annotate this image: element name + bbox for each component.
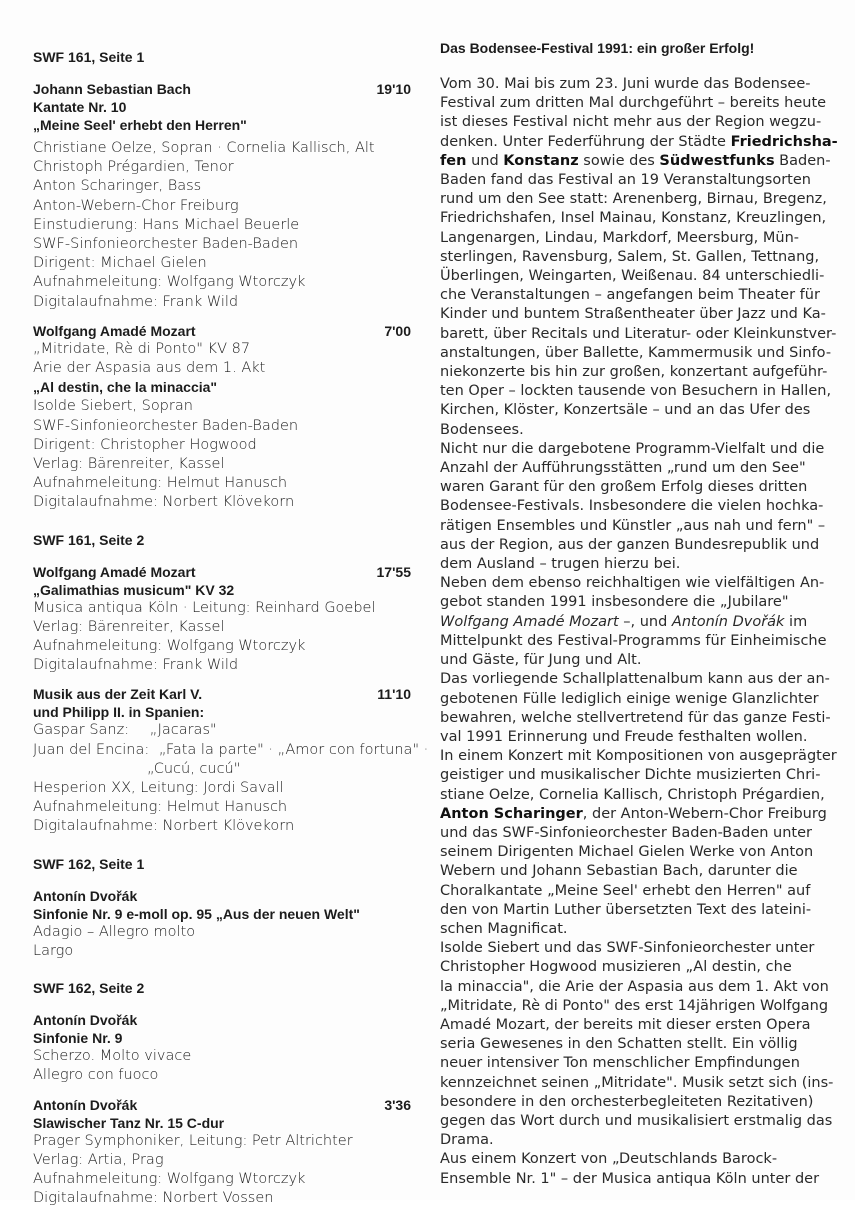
text-run: In einem Konzert mit Kompositionen von ausgeprägter: [440, 748, 837, 765]
article-line: [440, 1112, 840, 1131]
track-dvorak-dance: [33, 1096, 411, 1209]
piece-title: „Fata la parte" · „Amor con fortuna" ·: [158, 741, 429, 758]
text-run: val 1991 Erinnerung und Freude festhalten wollen.: [440, 728, 808, 745]
text-run: , der Anton-Webern-Chor Freiburg: [582, 805, 827, 822]
article-line: [440, 690, 840, 709]
credit-line: Digitalaufnahme: Frank Wild: [33, 293, 239, 310]
article-line: [440, 805, 840, 824]
article-line: [440, 1016, 840, 1035]
article-line: [440, 401, 840, 420]
article-paragraph: [440, 939, 840, 1150]
text-run: Bodensees.: [440, 421, 524, 438]
article-paragraph: [440, 440, 840, 574]
text-run: Bodensee-Festivals. Insbesondere die vielen hochka-: [440, 498, 824, 515]
article-line: [440, 862, 840, 881]
article-line: [440, 997, 840, 1016]
article-line: [440, 593, 840, 612]
credit-line: Aufnahmeleitung: Helmut Hanusch: [33, 799, 288, 816]
work-subtitle: und Philipp II. in Spanien:: [33, 704, 205, 721]
work-title: Sinfonie Nr. 9: [33, 1030, 123, 1047]
text-run: Ensemble Nr. 1" – der Musica antiqua Köln unter der: [440, 1170, 820, 1187]
article-line: [440, 901, 840, 920]
duration: 3'36: [384, 1096, 411, 1113]
composer: Antonín Dvořák: [33, 1096, 138, 1113]
article-line: [440, 478, 840, 497]
text-run: „Mitridate, Rè di Ponto" des erst 14jährigen Wolfgang: [440, 997, 829, 1014]
text-run: –, und: [618, 613, 672, 630]
emphasis-italic: Wolfgang Amadé Mozart: [440, 613, 619, 630]
article-line: [440, 1170, 840, 1189]
credit-lines: [33, 139, 411, 312]
composer: Antonín Dvořák: [33, 1012, 138, 1029]
credit-line: Anton-Webern-Chor Freiburg: [33, 197, 239, 214]
track-dvorak-symphony-1: [33, 887, 411, 961]
credit-line: Dirigent: Michael Gielen: [33, 255, 207, 272]
duration: 7'00: [384, 322, 411, 339]
article-paragraph: [440, 670, 840, 747]
article-line: [440, 344, 840, 363]
text-run: barett, über Recitals und Literatur- oder Kleinkunstver-: [440, 325, 837, 342]
text-run: Mittelpunkt des Festival-Programms für Einheimische: [440, 632, 827, 649]
credit-line: Verlag: Bärenreiter, Kassel: [33, 618, 225, 635]
festival-article: [440, 39, 840, 1189]
article-paragraph: [440, 75, 840, 440]
piece-title: „Cucú, cucú": [147, 760, 241, 777]
article-paragraph: [440, 1150, 840, 1188]
article-line: [440, 843, 840, 862]
work-title: „Galimathias musicum" KV 32: [33, 581, 235, 598]
text-run: rätigen Ensembles und Künstler „aus nah und fern" –: [440, 517, 826, 534]
article-line: [440, 229, 840, 248]
text-run: seinem Dirigenten Michael Gielen Werke von Anton: [440, 844, 814, 861]
movement: Adagio – Allegro molto: [33, 923, 196, 940]
text-run: und das SWF-Sinfonieorchester Baden-Baden unter: [440, 824, 812, 841]
article-line: [440, 766, 840, 785]
text-run: neuer intensiver Ton menschlicher Empfindungen: [440, 1055, 800, 1072]
credit-line: Digitalaufnahme: Norbert Klövekorn: [33, 818, 295, 835]
duration: 19'10: [376, 81, 411, 97]
text-run: Webern und Johann Sebastian Bach, darunter die: [440, 863, 798, 880]
work-title: Musik aus der Zeit Karl V.: [33, 686, 203, 703]
article-line: [440, 939, 840, 958]
work-title: „Mitridate, Rè di Ponto" KV 87: [33, 340, 251, 357]
track-header: [33, 1096, 411, 1114]
text-run: gebot standen 1991 insbesondere die „Jubilare": [440, 594, 789, 611]
article-line: [440, 459, 840, 478]
credit-line: Aufnahmeleitung: Wolfgang Wtorczyk: [33, 274, 306, 291]
text-run: Das vorliegende Schallplattenalbum kann aus der an-: [440, 671, 830, 688]
article-line: [440, 536, 840, 555]
composer: Wolfgang Amadé Mozart: [33, 563, 196, 580]
article-line: [440, 363, 840, 382]
article-line: [440, 747, 840, 766]
credit-line: SWF-Sinfonieorchester Baden-Baden: [33, 417, 299, 434]
credit-line: Verlag: Artia, Prag: [33, 1151, 164, 1168]
text-run: Anzahl der Aufführungsstätten „rund um den See": [440, 460, 806, 477]
work-detail: Arie der Aspasia aus dem 1. Akt: [33, 360, 266, 377]
composer: Antonín Dvořák: [33, 887, 138, 904]
text-run: che Veranstaltungen – angefangen beim Theater für: [440, 287, 820, 304]
article-line: [440, 958, 840, 977]
emphasis-bold: Südwestfunks: [659, 152, 775, 169]
article-line: [440, 325, 840, 344]
article-line: [440, 613, 840, 632]
work-title: Kantate Nr. 10: [33, 99, 127, 115]
track-mozart-galimathias: [33, 563, 411, 676]
article-line: [440, 94, 840, 113]
text-run: Drama.: [440, 1132, 494, 1149]
article-line: [440, 1054, 840, 1073]
piece-composer: Juan del Encina:: [33, 741, 150, 758]
article-line: [440, 920, 840, 939]
text-run: Baden-: [774, 152, 831, 169]
text-run: ten Oper – lockten tausende von Besuchern in Hallen,: [440, 383, 832, 400]
article-line: [440, 209, 840, 228]
emphasis-bold: Konstanz: [503, 152, 579, 169]
text-run: Vom 30. Mai bis zum 23. Juni wurde das Bodensee-: [440, 76, 811, 92]
text-run: rund um den See statt: Arenenberg, Birnau, Bregenz,: [440, 191, 827, 208]
credit-line: Anton Scharinger, Bass: [33, 178, 202, 195]
text-run: aus der Region, aus der ganzen Bundesrepublik und: [440, 536, 820, 553]
piece-line: [33, 721, 411, 740]
article-line: [440, 651, 840, 670]
text-run: Amadé Mozart, der bereits mit dieser ersten Opera: [440, 1016, 811, 1033]
movement: Allegro con fuoco: [33, 1067, 159, 1084]
track-header: [33, 563, 411, 581]
track-listing: [33, 48, 429, 1218]
movement: Largo: [33, 942, 74, 959]
work-title: Slawischer Tanz Nr. 15 C-dur: [33, 1114, 225, 1131]
article-title: Das Bodensee-Festival 1991: ein großer Erfolg!: [440, 40, 755, 56]
article-paragraph: [440, 574, 840, 670]
article-line: [440, 286, 840, 305]
text-run: seria Gewesenes in den Schatten stellt. Ein völlig: [440, 1036, 798, 1053]
text-run: kennzeichnet seinen „Mitridate". Musik setzt sich (ins-: [440, 1074, 834, 1091]
article-line: [440, 517, 840, 536]
credit-line: Aufnahmeleitung: Wolfgang Wtorczyk: [33, 638, 306, 655]
credit-line: Christiane Oelze, Sopran · Cornelia Kallisch, Alt: [33, 140, 375, 156]
side-heading: SWF 162, Seite 2: [33, 980, 145, 997]
work-title: Sinfonie Nr. 9 e-moll op. 95 „Aus der neuen Welt": [33, 905, 360, 922]
track-header: [33, 80, 411, 98]
credit-line: Prager Symphoniker, Leitung: Petr Altrichter: [33, 1132, 353, 1149]
article-line: [440, 267, 840, 286]
credit-line: Isolde Siebert, Sopran: [33, 398, 193, 415]
text-run: Aus einem Konzert von „Deutschlands Barock-: [440, 1151, 778, 1168]
article-line: [440, 305, 840, 324]
text-run: denken. Unter Federführung der Städte: [440, 133, 731, 150]
article-line: [440, 670, 840, 689]
article-line: [440, 440, 840, 459]
credit-line: Dirigent: Christopher Hogwood: [33, 436, 257, 453]
text-run: Festival zum dritten Mal durchgeführt – bereits heute: [440, 95, 827, 112]
text-run: niekonzerte bis hin zur großen, konzertant aufgeführ-: [440, 364, 828, 381]
emphasis-italic: Antonín Dvořák: [671, 613, 785, 630]
credit-line: Aufnahmeleitung: Helmut Hanusch: [33, 475, 288, 492]
text-run: Isolde Siebert und das SWF-Sinfonieorchester unter: [440, 940, 815, 957]
credit-line: Aufnahmeleitung: Wolfgang Wtorczyk: [33, 1170, 306, 1187]
credit-line: Digitalaufnahme: Frank Wild: [33, 657, 239, 674]
credit-line: Digitalaufnahme: Norbert Klövekorn: [33, 494, 295, 511]
side-heading: SWF 161, Seite 1: [33, 49, 145, 65]
article-line: [440, 1074, 840, 1093]
text-run: Baden fand das Festival an 19 Veranstaltungsorten: [440, 172, 811, 189]
article-line: [440, 1035, 840, 1054]
text-run: Langenargen, Lindau, Markdorf, Meersburg, Mün-: [440, 229, 800, 246]
text-run: Kinder und buntem Straßentheater über Jazz und Ka-: [440, 306, 826, 323]
credit-line: Einstudierung: Hans Michael Beuerle: [33, 216, 300, 233]
text-run: gegen das Wort durch und musikalisiert erstmalig das: [440, 1112, 833, 1129]
article-line: [440, 555, 840, 574]
emphasis-bold: Friedrichsha-: [730, 133, 838, 150]
article-line: [440, 632, 840, 651]
text-run: ist dieses Festival nicht mehr aus der Region wegzu-: [440, 114, 822, 131]
composer: Wolfgang Amadé Mozart: [33, 322, 196, 339]
article-line: [440, 786, 840, 805]
text-run: schen Magnificat.: [440, 920, 568, 937]
track-bach: [33, 80, 411, 312]
article-line: [440, 133, 840, 152]
article-line: [440, 728, 840, 747]
article-line: [440, 382, 840, 401]
article-line: [440, 1093, 840, 1112]
text-run: geistiger und musikalischer Dichte musizierten Chri-: [440, 767, 821, 784]
piece-composer: Gaspar Sanz:: [33, 722, 130, 739]
article-line: [440, 574, 840, 593]
composer: Johann Sebastian Bach: [33, 81, 191, 97]
credit-line: Digitalaufnahme: Norbert Vossen: [33, 1190, 274, 1207]
article-line: [440, 497, 840, 516]
text-run: sterlingen, Ravensburg, Salem, St. Gallen, Tettnang,: [440, 248, 820, 265]
article-line: [440, 1150, 840, 1169]
track-dvorak-symphony-2: [33, 1011, 411, 1085]
credit-line: SWF-Sinfonieorchester Baden-Baden: [33, 236, 299, 253]
text-run: anstaltungen, über Ballette, Kammermusik und Sinfo-: [440, 344, 832, 361]
text-run: und Gäste, für Jung und Alt.: [440, 652, 642, 669]
article-line: [440, 882, 840, 901]
text-run: bewahren, welche stellvertretend für das ganze Festi-: [440, 709, 831, 726]
text-run: Neben dem ebenso reichhaltigen wie vielfältigen An-: [440, 575, 825, 592]
text-run: Friedrichshafen, Insel Mainau, Konstanz, Kreuzlingen,: [440, 210, 827, 227]
credit-line: Musica antiqua Köln · Leitung: Reinhard Goebel: [33, 599, 376, 616]
article-line: [440, 248, 840, 267]
article-line: [440, 421, 840, 440]
credit-line: Christoph Prégardien, Tenor: [33, 159, 234, 176]
emphasis-bold: Anton Scharinger: [440, 805, 583, 822]
movement: Scherzo. Molto vivace: [33, 1048, 192, 1065]
text-run: besondere in den orchesterbegleiteten Rezitativen): [440, 1093, 814, 1110]
text-run: Christopher Hogwood musizieren „Al destin, che: [440, 959, 792, 976]
text-run: den von Martin Luther übersetzten Text des lateini-: [440, 901, 812, 918]
article-paragraph: [440, 747, 840, 939]
side-heading: SWF 161, Seite 2: [33, 531, 145, 548]
track-mozart-mitridate: [33, 322, 411, 513]
credit-line: Verlag: Bärenreiter, Kassel: [33, 456, 225, 473]
text-run: Nicht nur die dargebotene Programm-Vielfalt und die: [440, 440, 825, 457]
article-line: [440, 1131, 840, 1150]
duration: 11'10: [377, 686, 411, 703]
piece-line: [33, 741, 429, 760]
track-header: [33, 322, 411, 340]
article-body: [440, 75, 840, 1189]
text-run: stiane Oelze, Cornelia Kallisch, Christoph Prégardien,: [440, 786, 825, 803]
aria-title: „Al destin, che la minaccia": [33, 379, 218, 396]
text-run: sowie des: [578, 152, 660, 169]
text-run: gebotenen Fülle lediglich einige wenige Glanzlichter: [440, 690, 819, 707]
credit-line: Hesperion XX, Leitung: Jordi Savall: [33, 780, 284, 797]
article-line: [440, 709, 840, 728]
article-line: [440, 190, 840, 209]
text-run: dem Ausland – trugen hierzu bei.: [440, 556, 681, 573]
piece-title: „Jacaras": [149, 722, 217, 739]
article-line: [440, 75, 840, 94]
text-run: waren Garant für den großem Erfolg dieses dritten: [440, 479, 808, 496]
track-karl-v: [33, 685, 429, 836]
emphasis-bold: fen: [440, 152, 467, 169]
text-run: Überlingen, Weingarten, Weißenau. 84 unterschiedli-: [440, 268, 825, 285]
text-run: la minaccia", die Arie der Aspasia aus dem 1. Akt von: [440, 978, 829, 995]
article-line: [440, 824, 840, 843]
duration: 17'55: [376, 563, 411, 580]
side-heading: SWF 162, Seite 1: [33, 855, 145, 872]
text-run: im: [784, 613, 808, 630]
article-line: [440, 113, 840, 132]
work-subtitle: „Meine Seel' erhebt den Herren": [33, 117, 247, 133]
article-line: [440, 152, 840, 171]
article-line: [440, 171, 840, 190]
text-run: und: [466, 152, 504, 169]
article-line: [440, 978, 840, 997]
track-header: [33, 685, 411, 703]
text-run: Choralkantate „Meine Seel' erhebt den Herren" auf: [440, 882, 811, 899]
text-run: Kirchen, Klöster, Konzertsäle – und an das Ufer des: [440, 402, 811, 419]
